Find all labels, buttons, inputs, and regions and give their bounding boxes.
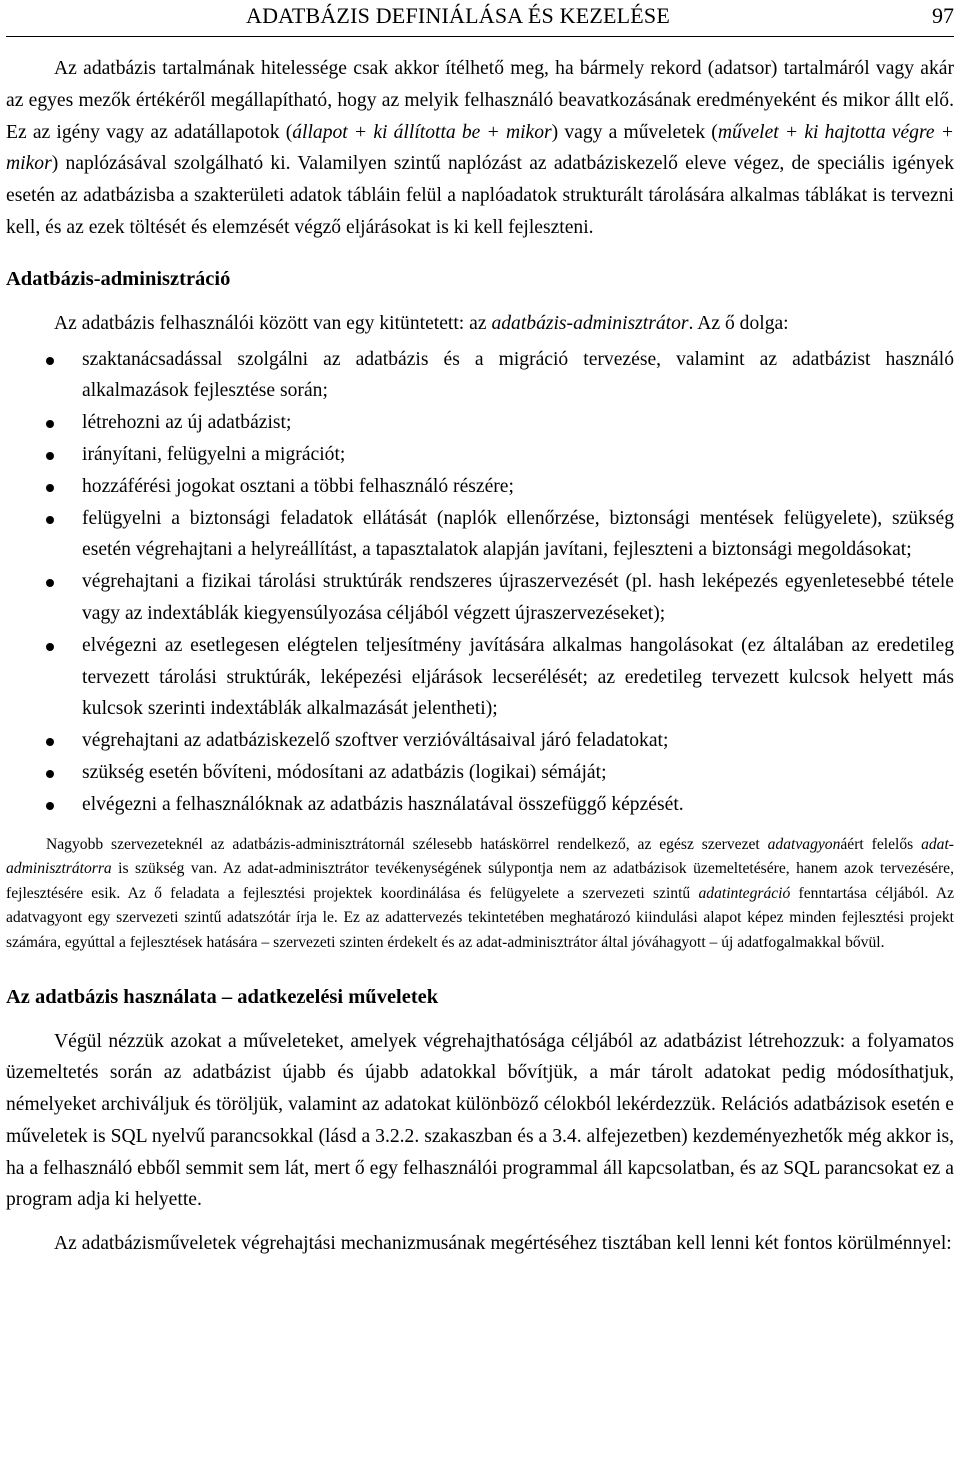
list-item xyxy=(6,439,954,471)
italic-run: adatintegráció xyxy=(698,884,791,902)
bullet-icon xyxy=(46,357,54,365)
bullet-icon xyxy=(46,802,54,810)
section-heading-usage: Az adatbázis használata – adatkezelési műveletek xyxy=(6,985,439,1008)
section-heading-admin: Adatbázis-adminisztráció xyxy=(6,267,231,290)
list-item-text: szaktanácsadással szolgálni az adatbázis és a migráció tervezése, valamint az adatbázist használó alkalmazások fejlesztése során; xyxy=(82,348,954,402)
admin-duties-list xyxy=(6,344,954,821)
text-run: ) vagy a műveletek ( xyxy=(551,121,718,143)
bullet-icon xyxy=(46,420,54,428)
list-item-text: létrehozni az új adatbázist; xyxy=(82,412,292,434)
text-run: Az adatbázis tartalmának hitelessége csak akkor ítélhető meg, ha bármely rekord (adatsor) tartalmáról vagy akár az egyes mezők értékéről megállapítható, hogy az melyik felhasználó beavatkozásának eredményeként és mikor állt elő. Ez az igény vagy az adatállapotok ( xyxy=(6,58,954,143)
bullet-icon xyxy=(46,516,54,524)
bullet-icon xyxy=(46,738,54,746)
list-item xyxy=(6,471,954,503)
list-item xyxy=(6,407,954,439)
list-item xyxy=(6,503,954,567)
list-item-text: elvégezni az esetlegesen elégtelen teljesítmény javítására alkalmas hangolásokat (ez általában az eredetileg tervezett tárolási struktúrák, leképezési eljárások lecserélését; az eredetileg tervezett kulcsok helyett más kulcsok szerinti indextáblák alkalmazását jelentheti); xyxy=(82,634,954,720)
text-run: áért felelős xyxy=(840,835,922,853)
italic-run: művelet + ki hajtotta végre + mikor xyxy=(6,121,954,175)
italic-run: adatbázis-adminisztrátor xyxy=(491,312,689,334)
list-item xyxy=(6,630,954,725)
italic-run: állapot + ki állította be + mikor xyxy=(292,121,552,143)
list-item xyxy=(6,344,954,408)
paragraph-usage: Végül nézzük azokat a műveleteket, amelyek végrehajthatósága céljából az adatbázist létrehozzuk: a folyamatos üzemeltetés során az adatbázist újabb és újabb adatokkal bővítjük, a már tárolt adatokat pedig módosíthatjuk, némelyeket archiváljuk és töröljük, valamint az adatokat különböző célokból lekérdezzük. Relációs adatbázisok esetén e műveletek is SQL nyelvű parancsokkal (lásd a 3.2.2. szakaszban és a 3.4. alfejezetben) kezdeményezhetők még akkor is, ha a felhasználó ebből semmit sem lát, mert ő egy felhasználói programmal áll kapcsolatban, és az SQL parancsokat ez a program adja ki helyette. xyxy=(6,1030,954,1211)
header-title: ADATBÁZIS DEFINIÁLÁSA ÉS KEZELÉSE xyxy=(246,3,670,28)
paragraph-mechanism: Az adatbázisműveletek végrehajtási mechanizmusának megértéséhez tisztában kell lenni két fontos körülménnyel: xyxy=(54,1233,952,1255)
list-item-text: végrehajtani az adatbáziskezelő szoftver verzióváltásaival járó feladatokat; xyxy=(82,730,669,752)
running-header xyxy=(6,0,954,37)
paragraph-admin-intro xyxy=(6,308,954,340)
page-number: 97 xyxy=(932,3,954,28)
bullet-icon xyxy=(46,643,54,651)
list-item xyxy=(6,725,954,757)
list-item-text: szükség esetén bővíteni, módosítani az adatbázis (logikai) sémáját; xyxy=(82,761,607,783)
bullet-icon xyxy=(46,452,54,460)
text-run: is szükség van. Az adat-adminisztrátor tevékenységének súlypontja nem az adatbázisok üzemeltetésére, hanem azok tervezésére, fejlesztésére esik. Az ő feladata a fejlesztési projektek koordinálása és felügyelete a szervezeti szintű xyxy=(6,860,954,902)
text-run: ) naplózásával szolgálható ki. Valamilyen szintű naplózást az adatbáziskezelő eleve végez, de speciális igények esetén az adatbázisba a szakterületi adatok tábláin felül a naplóadatok strukturált tárolására alkalmas táblákat is tervezni kell, és az ezek töltését és elemzését végző eljárásokat is ki kell fejleszteni. xyxy=(6,153,954,238)
list-item-text: elvégezni a felhasználóknak az adatbázis használatával összefüggő képzését. xyxy=(82,793,684,815)
list-item xyxy=(6,789,954,821)
note-data-administrator xyxy=(6,833,954,956)
bullet-icon xyxy=(46,770,54,778)
bullet-icon xyxy=(46,579,54,587)
list-item xyxy=(6,566,954,630)
italic-run: adatvagyon xyxy=(767,835,841,853)
list-item-text: felügyelni a biztonsági feladatok ellátását (naplók ellenőrzése, biztonsági mentések felügyelete), szükség esetén végrehajtani a helyreállítást, a tapasztalatok alapján javítani, fejleszteni a biztonsági megoldásokat; xyxy=(82,507,954,561)
text-run: Az adatbázis felhasználói között van egy kitüntetett: az xyxy=(54,312,492,334)
list-item xyxy=(6,757,954,789)
italic-run: adat-adminisztrátorra xyxy=(6,835,954,878)
paragraph-logging xyxy=(6,53,954,244)
bullet-icon xyxy=(46,484,54,492)
text-run: fenntartása céljából. Az adatvagyont egy szervezeti szintű adatszótár írja le. Ez az adattervezés tekintetében meghatározó kiindulási alapot képez minden fejlesztési projekt számára, egyúttal a fejlesztések hatására – szervezeti szinten érdekelt és az adat-adminisztrátor által jóváhagyott – új adatfogalmakkal bővül. xyxy=(6,884,955,951)
document-page xyxy=(6,0,954,1260)
list-item-text: hozzáférési jogokat osztani a többi felhasználó részére; xyxy=(82,475,514,497)
list-item-text: végrehajtani a fizikai tárolási struktúrák rendszeres újraszervezését (pl. hash leképezés egyenletesebbé tétele vagy az indextáblák kiegyensúlyozása céljából végzett újraszervezéseket); xyxy=(82,571,954,624)
text-run: Nagyobb szervezeteknél az adatbázis-adminisztrátornál szélesebb hatáskörrel rendelkező, az egész szervezet xyxy=(46,835,768,853)
text-run: . Az ő dolga: xyxy=(688,312,789,334)
list-item-text: irányítani, felügyelni a migrációt; xyxy=(82,443,346,465)
